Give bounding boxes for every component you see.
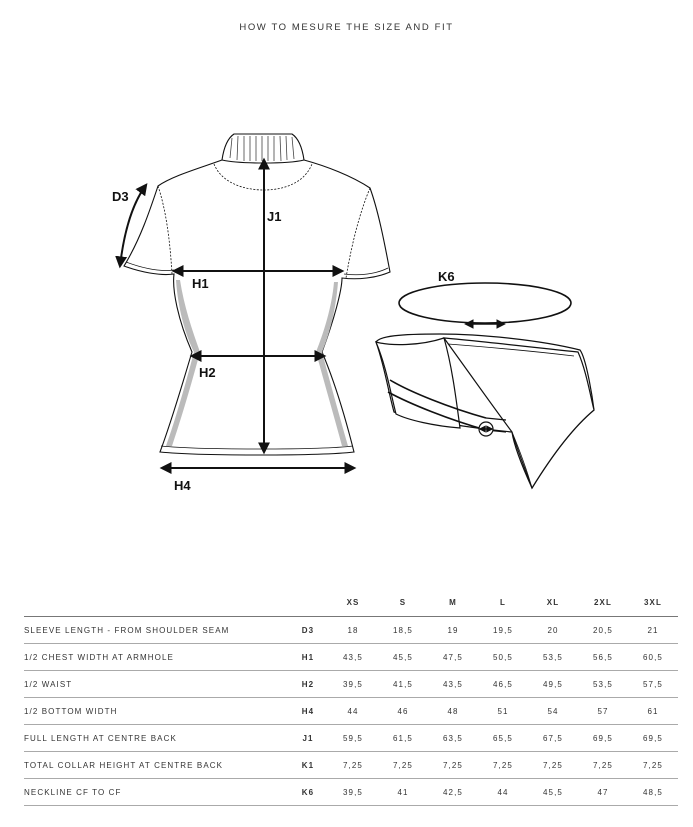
label-d3: D3 <box>112 189 129 204</box>
shirt-collar <box>222 134 304 163</box>
table-row <box>24 725 678 752</box>
size-value: 48,5 <box>628 779 678 806</box>
measurement-label: SLEEVE LENGTH - FROM SHOULDER SEAM <box>24 617 288 644</box>
table-row <box>24 617 678 644</box>
size-header-row <box>24 589 678 617</box>
shirt-body <box>124 160 390 455</box>
size-value: 67,5 <box>528 725 578 752</box>
size-value: 43,5 <box>328 644 378 671</box>
size-value: 69,5 <box>578 725 628 752</box>
table-row <box>24 752 678 779</box>
size-value: 45,5 <box>528 779 578 806</box>
size-value: 47,5 <box>428 644 478 671</box>
size-value: 59,5 <box>328 725 378 752</box>
page-title: HOW TO MESURE THE SIZE AND FIT <box>239 22 454 33</box>
size-col-l: L <box>478 589 528 617</box>
size-value: 50,5 <box>478 644 528 671</box>
size-table <box>24 589 678 806</box>
collar-drawing <box>376 283 594 488</box>
size-value: 18 <box>328 617 378 644</box>
measurement-code: H4 <box>288 698 328 725</box>
size-value: 57,5 <box>628 671 678 698</box>
size-value: 19,5 <box>478 617 528 644</box>
size-value: 53,5 <box>528 644 578 671</box>
size-value: 7,25 <box>428 752 478 779</box>
table-row <box>24 779 678 806</box>
size-value: 57 <box>578 698 628 725</box>
size-value: 44 <box>328 698 378 725</box>
size-value: 44 <box>478 779 528 806</box>
size-value: 20 <box>528 617 578 644</box>
size-col-xs: XS <box>328 589 378 617</box>
size-value: 56,5 <box>578 644 628 671</box>
size-value: 42,5 <box>428 779 478 806</box>
size-value: 39,5 <box>328 671 378 698</box>
measurement-code: J1 <box>288 725 328 752</box>
size-value: 20,5 <box>578 617 628 644</box>
size-col-xl: XL <box>528 589 578 617</box>
measurement-label: FULL LENGTH AT CENTRE BACK <box>24 725 288 752</box>
size-value: 69,5 <box>628 725 678 752</box>
size-value: 49,5 <box>528 671 578 698</box>
table-row <box>24 644 678 671</box>
measurement-label: NECKLINE CF TO CF <box>24 779 288 806</box>
label-j1: J1 <box>267 209 282 224</box>
label-h1: H1 <box>192 276 209 291</box>
measurement-label: 1/2 CHEST WIDTH AT ARMHOLE <box>24 644 288 671</box>
size-value: 46,5 <box>478 671 528 698</box>
size-col-3xl: 3XL <box>628 589 678 617</box>
measurement-code: H1 <box>288 644 328 671</box>
size-value: 46 <box>378 698 428 725</box>
size-value: 61 <box>628 698 678 725</box>
size-col-s: S <box>378 589 428 617</box>
size-value: 7,25 <box>578 752 628 779</box>
size-value: 53,5 <box>578 671 628 698</box>
size-value: 7,25 <box>378 752 428 779</box>
measurement-code: D3 <box>288 617 328 644</box>
size-col-m: M <box>428 589 478 617</box>
size-value: 48 <box>428 698 478 725</box>
label-k6: K6 <box>438 269 455 284</box>
size-value: 19 <box>428 617 478 644</box>
size-value: 7,25 <box>528 752 578 779</box>
table-row <box>24 671 678 698</box>
shirt-shading <box>166 280 348 446</box>
size-value: 43,5 <box>428 671 478 698</box>
size-value: 7,25 <box>328 752 378 779</box>
size-value: 65,5 <box>478 725 528 752</box>
neckline-ellipse <box>399 283 571 323</box>
size-value: 7,25 <box>628 752 678 779</box>
size-value: 21 <box>628 617 678 644</box>
size-value: 61,5 <box>378 725 428 752</box>
label-h2: H2 <box>199 365 216 380</box>
measurement-label: 1/2 WAIST <box>24 671 288 698</box>
size-value: 45,5 <box>378 644 428 671</box>
size-value: 18,5 <box>378 617 428 644</box>
size-value: 54 <box>528 698 578 725</box>
size-value: 60,5 <box>628 644 678 671</box>
label-h4: H4 <box>174 478 191 493</box>
size-value: 41,5 <box>378 671 428 698</box>
size-value: 51 <box>478 698 528 725</box>
size-value: 47 <box>578 779 628 806</box>
measurement-label: 1/2 BOTTOM WIDTH <box>24 698 288 725</box>
table-row <box>24 698 678 725</box>
measurement-code: K6 <box>288 779 328 806</box>
measurement-code: K1 <box>288 752 328 779</box>
size-value: 63,5 <box>428 725 478 752</box>
measurement-code: H2 <box>288 671 328 698</box>
size-value: 7,25 <box>478 752 528 779</box>
shirt-drawing <box>124 134 390 455</box>
size-value: 39,5 <box>328 779 378 806</box>
measurement-label: TOTAL COLLAR HEIGHT AT CENTRE BACK <box>24 752 288 779</box>
size-value: 41 <box>378 779 428 806</box>
size-col-2xl: 2XL <box>578 589 628 617</box>
